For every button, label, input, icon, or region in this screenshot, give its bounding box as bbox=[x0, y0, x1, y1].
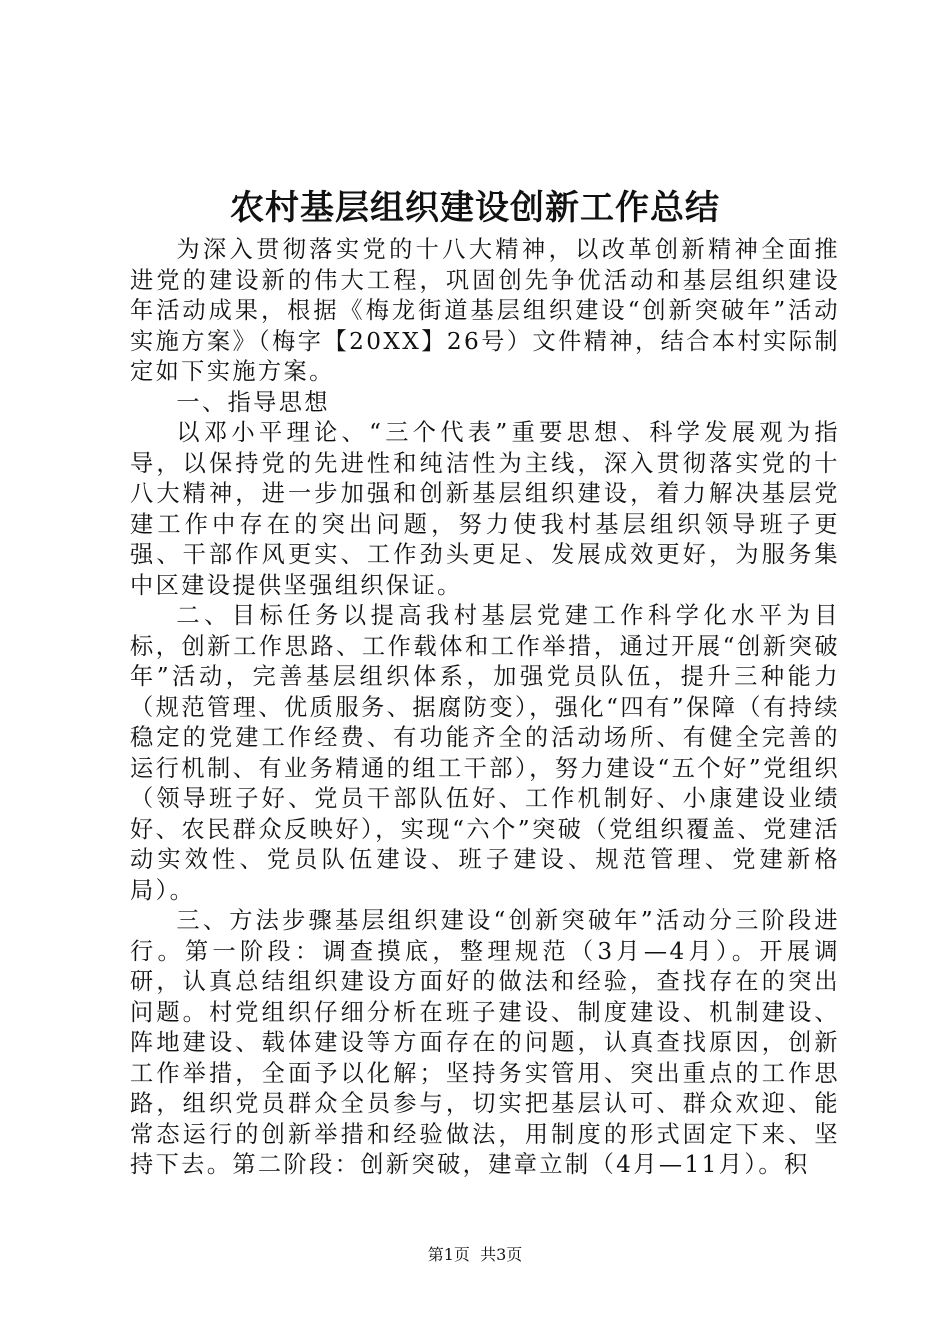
document-body bbox=[130, 235, 840, 1181]
section-heading-guiding-thought: 一、指导思想 bbox=[176, 388, 330, 416]
footer-separator bbox=[470, 1245, 480, 1264]
page-footer bbox=[0, 1244, 950, 1266]
page-number: 第1页 bbox=[427, 1245, 470, 1264]
intro-paragraph: 为深入贯彻落实党的十八大精神，以改革创新精神全面推进党的建设新的伟大工程，巩固创先争优活动和基层组织建设年活动成果，根据《梅龙街道基层组织建设“创新突破年”活动实施方案》（梅字【20XX】26号）文件精神，结合本村实际制定如下实施方案。 bbox=[130, 236, 840, 385]
guiding-thought-paragraph: 以邓小平理论、“三个代表”重要思想、科学发展观为指导，以保持党的先进性和纯洁性为主线，深入贯彻落实党的十八大精神，进一步加强和创新基层组织建设，着力解决基层党建工作中存在的突出问题，努力使我村基层组织领导班子更强、干部作风更实、工作劲头更足、发展成效更好，为服务集中区建设提供坚强组织保证。 bbox=[130, 419, 840, 599]
goals-paragraph: 二、目标任务以提高我村基层党建工作科学化水平为目标，创新工作思路、工作载体和工作举措，通过开展“创新突破年”活动，完善基层组织体系，加强党员队伍，提升三种能力（规范管理、优质服务、据腐防变），强化“四有”保障（有持续稳定的党建工作经费、有功能齐全的活动场所、有健全完善的运行机制、有业务精通的组工干部），努力建设“五个好”党组织（领导班子好、党员干部队伍好、工作机制好、小康建设业绩好、农民群众反映好），实现“六个”突破（党组织覆盖、党建活动实效性、党员队伍建设、班子建设、规范管理、党建新格局）。 bbox=[130, 602, 840, 904]
document-title: 农村基层组织建设创新工作总结 bbox=[230, 188, 720, 228]
methods-paragraph: 三、方法步骤基层组织建设“创新突破年”活动分三阶段进行。第一阶段：调查摸底，整理规范（3月—4月）。开展调研，认真总结组织建设方面好的做法和经验，查找存在的突出问题。村党组织仔细分析在班子建设、制度建设、机制建设、阵地建设、载体建设等方面存在的问题，认真查找原因，创新工作举措，全面予以化解；坚持务实管用、突出重点的工作思路，组织党员群众全员参与，切实把基层认可、群众欢迎、能常态运行的创新举措和经验做法，用制度的形式固定下来、坚持下去。第二阶段：创新突破，建章立制（4月—11月）。积 bbox=[130, 907, 840, 1178]
page-total: 共3页 bbox=[480, 1245, 523, 1264]
